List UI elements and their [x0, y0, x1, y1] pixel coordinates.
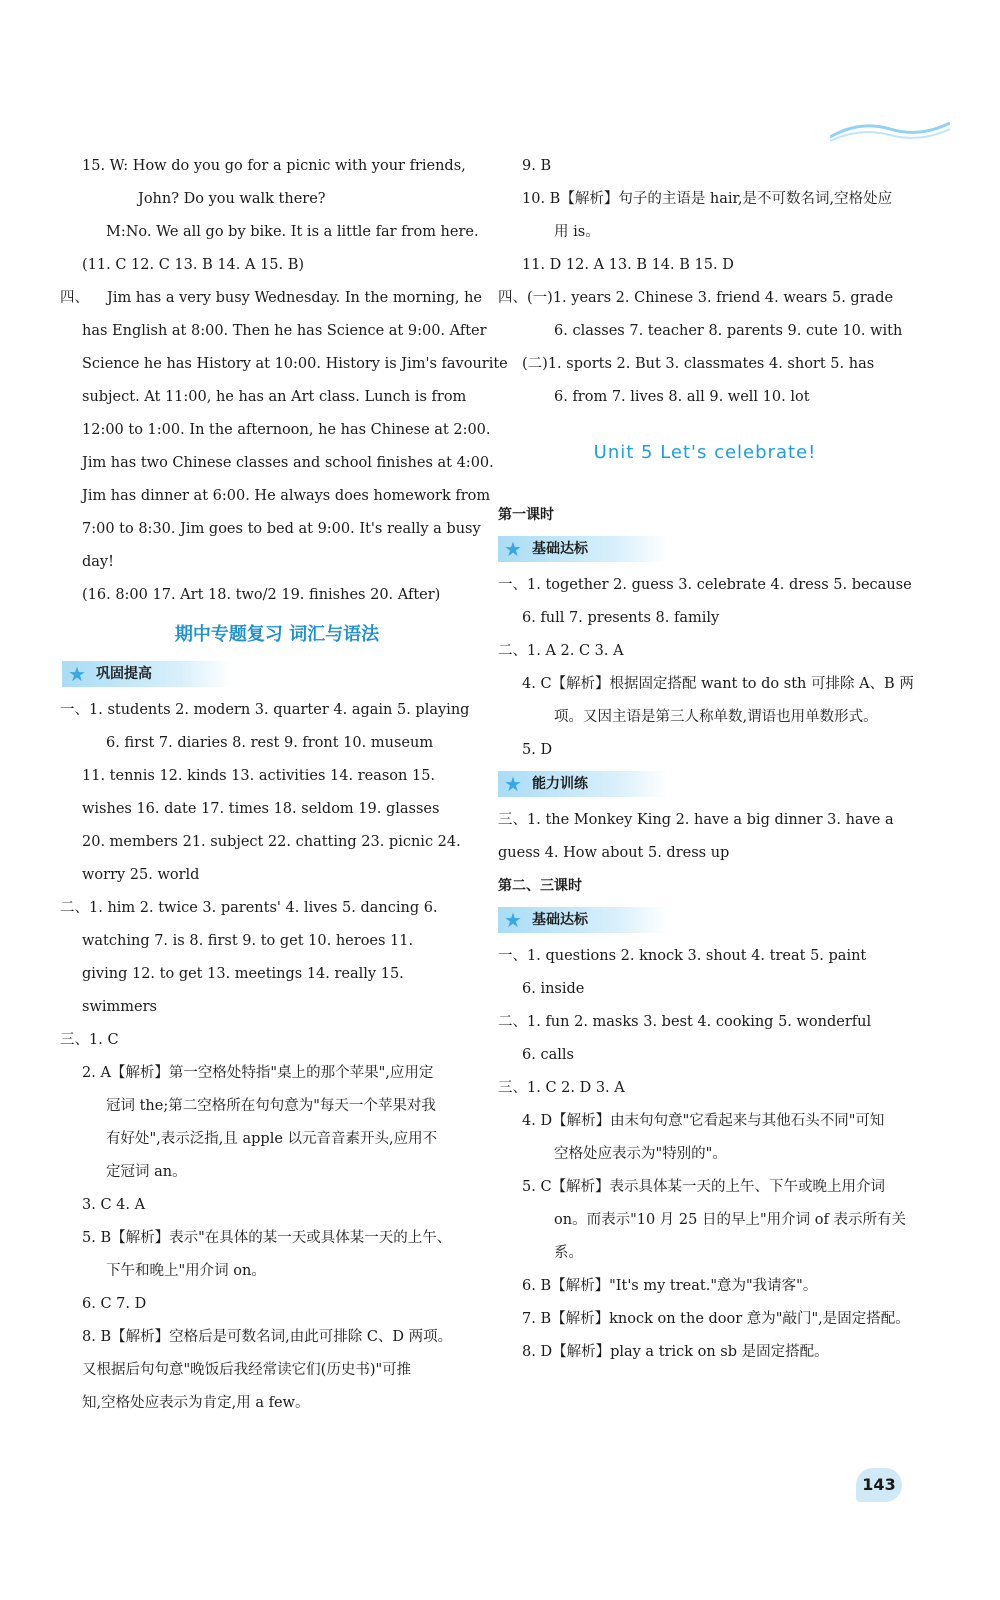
- d3-item5-line3: 系。: [554, 1245, 583, 1261]
- b2-item4-line2: 项。又因主语是第三人称单数,谓语也用单数形式。: [554, 709, 878, 725]
- star-icon: ★: [504, 772, 522, 796]
- banner-consolidate: ★ 巩固提高: [62, 661, 232, 687]
- b2-line1: 二、1. A 2. C 3. A: [498, 643, 624, 659]
- r-item9: 9. B: [522, 158, 552, 174]
- a1-line1: 一、1. students 2. modern 3. quarter 4. again 5. playing: [60, 702, 470, 718]
- lesson23-heading: 第二、三课时: [498, 878, 582, 894]
- a3-item2-line1: 2. A【解析】第一空格处特指"桌上的那个苹果",应用定: [82, 1065, 434, 1081]
- a1-line6: worry 25. world: [82, 867, 200, 883]
- d3-item4-line2: 空格处应表示为"特别的"。: [554, 1146, 727, 1162]
- q15-answers: (11. C 12. C 13. B 14. A 15. B): [82, 257, 305, 273]
- b1-line2: 6. full 7. presents 8. family: [522, 610, 720, 626]
- section4-line5: 12:00 to 1:00. In the afternoon, he has Chinese at 2:00.: [82, 422, 491, 438]
- section4-line2: has English at 8:00. Then he has Science at 9:00. After: [82, 323, 487, 339]
- a2-line1: 二、1. him 2. twice 3. parents' 4. lives 5. dancing 6.: [60, 900, 438, 916]
- section4-line9: day!: [82, 554, 114, 570]
- wave-decoration: [830, 115, 950, 145]
- a2-line2: watching 7. is 8. first 9. to get 10. heroes 11.: [82, 933, 414, 949]
- a3-item2-line3: 有好处",表示泛指,且 apple 以元音音素开头,应用不: [106, 1131, 438, 1147]
- banner-basic1: ★ 基础达标: [498, 536, 668, 562]
- a2-line4: swimmers: [82, 999, 157, 1015]
- a3-items67: 6. C 7. D: [82, 1296, 147, 1312]
- c3-line1: 三、1. the Monkey King 2. have a big dinner 3. have a: [498, 812, 894, 828]
- a1-line3: 11. tennis 12. kinds 13. activities 14. reason 15.: [82, 768, 436, 784]
- a3-item8-line1: 8. B【解析】空格后是可数名词,由此可排除 C、D 两项。: [82, 1329, 453, 1345]
- section4-line4: subject. At 11:00, he has an Art class. Lunch is from: [82, 389, 467, 405]
- a3-item5-line2: 下午和晚上"用介词 on。: [106, 1263, 266, 1279]
- q15-line3: M:No. We all go by bike. It is a little far from here.: [106, 224, 479, 240]
- d3-line1: 三、1. C 2. D 3. A: [498, 1080, 625, 1096]
- q15-line1: 15. W: How do you go for a picnic with your friends,: [82, 158, 466, 174]
- section-title: 期中专题复习 词汇与语法: [174, 624, 380, 645]
- r-items11-15: 11. D 12. A 13. B 14. B 15. D: [522, 257, 734, 273]
- r-item10-line1: 10. B【解析】句子的主语是 hair,是不可数名词,空格处应: [522, 191, 893, 207]
- a3-items34: 3. C 4. A: [82, 1197, 146, 1213]
- section4-line7: Jim has dinner at 6:00. He always does homework from: [82, 488, 491, 504]
- unit-title: Unit 5 Let's celebrate!: [593, 442, 817, 463]
- left-column: [60, 150, 508, 1420]
- section4-number: 四、: [60, 290, 89, 306]
- r-item10-line2: 用 is。: [554, 224, 600, 240]
- a3-item8-line2: 又根据后句句意"晚饭后我经常读它们(历史书)"可推: [82, 1362, 412, 1378]
- star-icon: ★: [504, 537, 522, 561]
- lesson1-heading: 第一课时: [498, 507, 554, 523]
- page-number: 143: [856, 1468, 902, 1502]
- r4b-line1: (二)1. sports 2. But 3. classmates 4. short 5. has: [522, 356, 875, 372]
- d3-item5-line1: 5. C【解析】表示具体某一天的上午、下午或晚上用介词: [522, 1179, 886, 1195]
- section4-line3: Science he has History at 10:00. History is Jim's favourite: [82, 356, 508, 372]
- banner-ability: ★ 能力训练: [498, 771, 668, 797]
- a3-line1: 三、1. C: [60, 1032, 119, 1048]
- a1-line5: 20. members 21. subject 22. chatting 23. picnic 24.: [82, 834, 461, 850]
- a2-line3: giving 12. to get 13. meetings 14. really 15.: [82, 966, 404, 982]
- star-icon: ★: [68, 662, 86, 686]
- a3-item5-line1: 5. B【解析】表示"在具体的某一天或具体某一天的上午、: [82, 1230, 452, 1246]
- b1-line1: 一、1. together 2. guess 3. celebrate 4. dress 5. because: [498, 577, 912, 593]
- d3-item4-line1: 4. D【解析】由末句句意"它看起来与其他石头不同"可知: [522, 1113, 885, 1129]
- d3-item6: 6. B【解析】"It's my treat."意为"我请客"。: [522, 1278, 818, 1294]
- star-icon: ★: [504, 908, 522, 932]
- d2-line2: 6. calls: [522, 1047, 574, 1063]
- b2-item4-line1: 4. C【解析】根据固定搭配 want to do sth 可排除 A、B 两: [522, 676, 914, 692]
- d3-item5-line2: on。而表示"10 月 25 日的早上"用介词 of 表示所有关: [554, 1212, 906, 1228]
- section4-line6: Jim has two Chinese classes and school finishes at 4:00.: [82, 455, 494, 471]
- d1-line2: 6. inside: [522, 981, 585, 997]
- r4a-line2: 6. classes 7. teacher 8. parents 9. cute 10. with: [554, 323, 903, 339]
- c3-line2: guess 4. How about 5. dress up: [498, 845, 730, 861]
- a3-item8-line3: 知,空格处应表示为肯定,用 a few。: [82, 1395, 310, 1411]
- a1-line2: 6. first 7. diaries 8. rest 9. front 10. museum: [106, 735, 434, 751]
- a3-item2-line4: 定冠词 an。: [106, 1164, 187, 1180]
- section4-line1: 四、 Jim has a very busy Wednesday. In the morning, he: [60, 290, 482, 306]
- b2-item5: 5. D: [522, 742, 553, 758]
- a1-line4: wishes 16. date 17. times 18. seldom 19. glasses: [82, 801, 440, 817]
- right-column: [498, 150, 912, 1369]
- section4-answers: (16. 8:00 17. Art 18. two/2 19. finishes 20. After): [82, 587, 441, 603]
- d3-item7: 7. B【解析】knock on the door 意为"敲门",是固定搭配。: [522, 1311, 910, 1327]
- r4b-line2: 6. from 7. lives 8. all 9. well 10. lot: [554, 389, 810, 405]
- banner-basic2: ★ 基础达标: [498, 907, 668, 933]
- d2-line1: 二、1. fun 2. masks 3. best 4. cooking 5. wonderful: [498, 1014, 872, 1030]
- section4-line8: 7:00 to 8:30. Jim goes to bed at 9:00. It's really a busy: [82, 521, 481, 537]
- r4a-line1: 四、(一)1. years 2. Chinese 3. friend 4. wears 5. grade: [498, 290, 894, 306]
- q15-line2: John? Do you walk there?: [138, 191, 326, 207]
- d3-item8: 8. D【解析】play a trick on sb 是固定搭配。: [522, 1344, 829, 1360]
- d1-line1: 一、1. questions 2. knock 3. shout 4. treat 5. paint: [498, 948, 867, 964]
- a3-item2-line2: 冠词 the;第二空格所在句句意为"每天一个苹果对我: [106, 1098, 436, 1114]
